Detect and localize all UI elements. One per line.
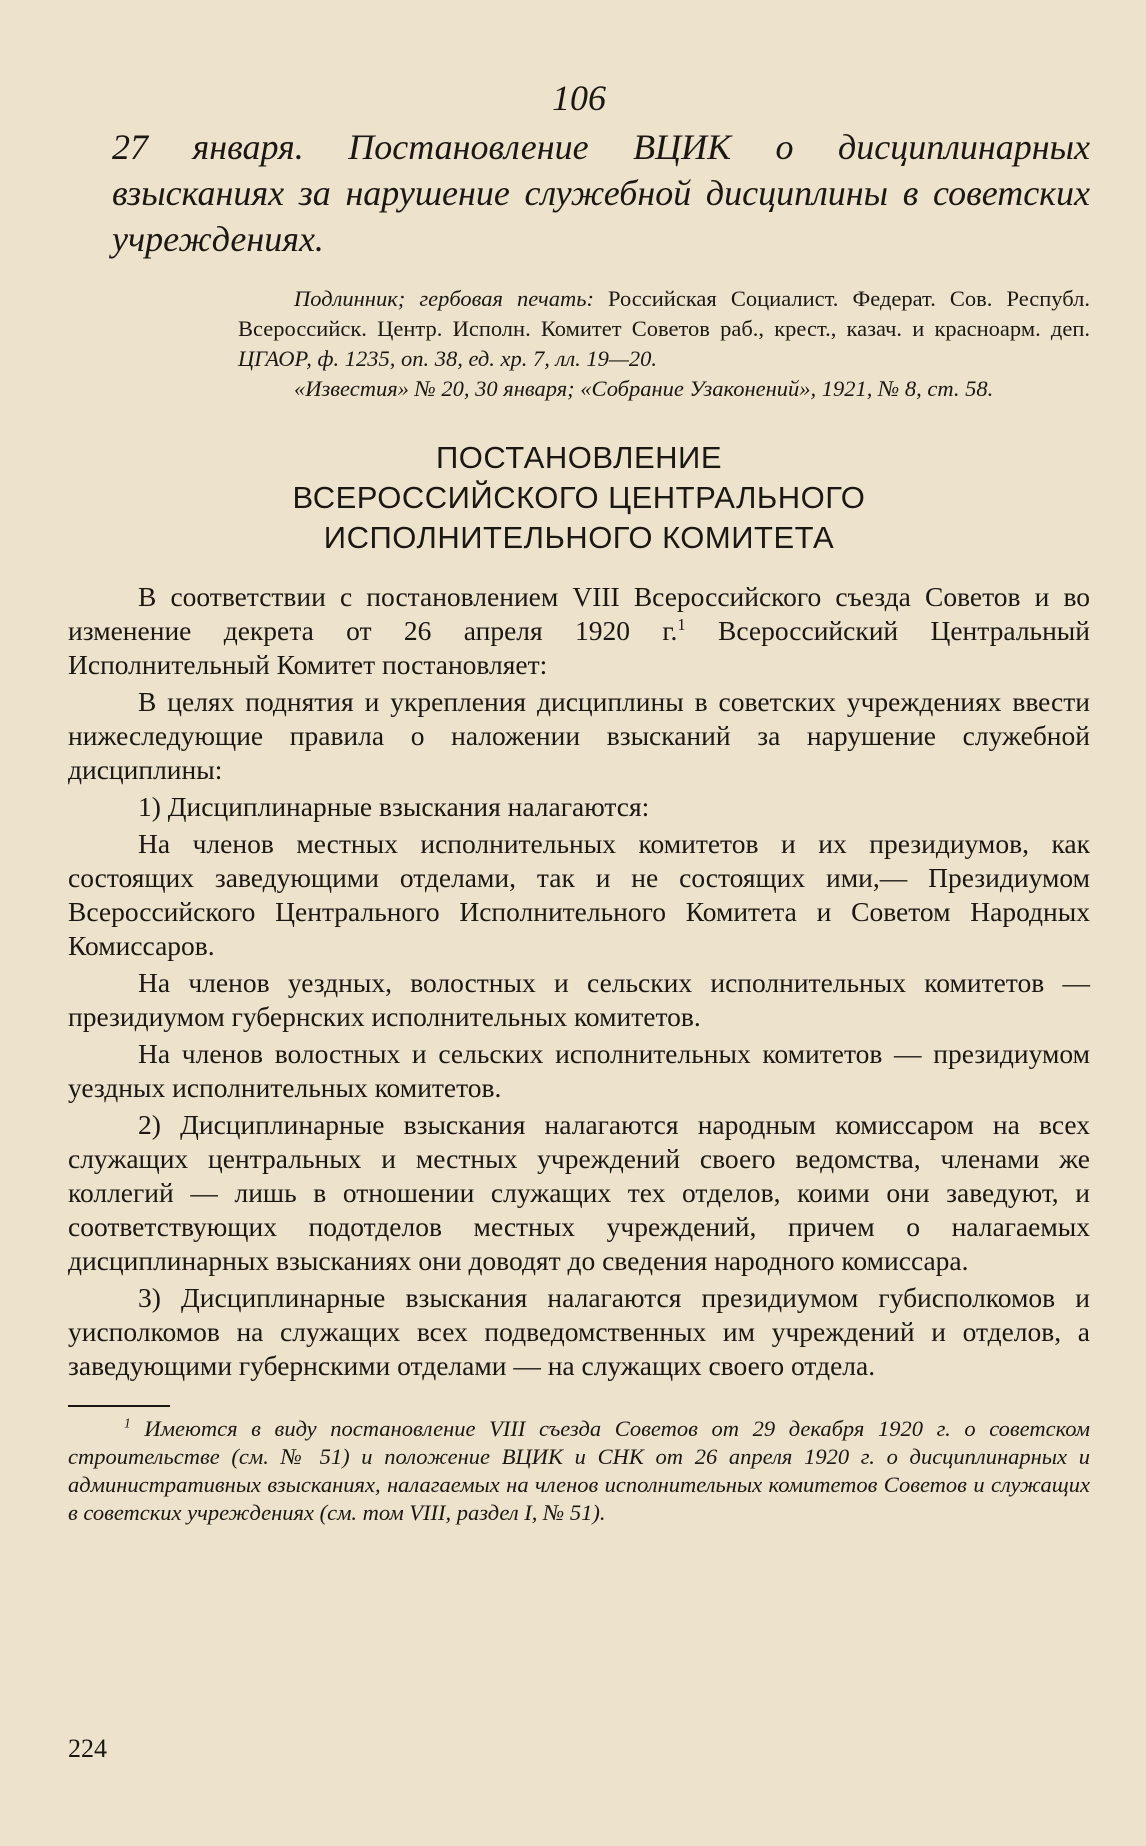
document-headline: 27 января. Постановление ВЦИК о дисциплинарных взысканиях за нарушение служебной дисциплины в советских учреждениях.	[112, 127, 1090, 259]
footnote-reference[interactable]: 1	[677, 614, 686, 634]
source-label: Подлинник; гербовая печать:	[294, 286, 594, 311]
footnote	[68, 1415, 1090, 1527]
title-line-2: ВСЕРОССИЙСКОГО ЦЕНТРАЛЬНОГО	[292, 480, 866, 515]
paragraph-item-3: 3) Дисциплинарные взыскания налагаются президиумом губисполкомов и уисполкомов на служащих всех подведомственных им учреждений и отделов, а заведующими губернскими отделами — на служащих своего отдела.	[68, 1282, 1090, 1381]
title-line-1: ПОСТАНОВЛЕНИЕ	[435, 440, 723, 475]
paragraph-uezd-committees: На членов уездных, волостных и сельских исполнительных комитетов — президиумом губернских исполнительных комитетов.	[68, 967, 1090, 1032]
paragraph-preamble	[68, 580, 1090, 682]
document-number: 106	[552, 78, 606, 118]
page-number: 224	[68, 1734, 107, 1763]
footnote-divider	[68, 1405, 170, 1407]
paragraph-local-committees: На членов местных исполнительных комитетов и их президиумов, как состоящих заведующими отделами, так и не состоящих ими,— Президиумом Всероссийского Центрального Исполнительного Комитета и Советом Народных Комиссаров.	[68, 828, 1090, 961]
paragraph-item-2: 2) Дисциплинарные взыскания налагаются народным комиссаром на всех служащих центральных и местных учреждений своего ведомства, членами же коллегий — лишь в отношении служащих тех отделов, коими они заведуют, и соответствующих подотделов местных учреждений, причем о налагаемых дисциплинарных взысканиях они доводят до сведения народного комиссара.	[68, 1109, 1090, 1276]
publication-reference: «Известия» № 20, 30 января; «Собрание Узаконений», 1921, № 8, ст. 58.	[294, 376, 994, 401]
footnote-marker: 1	[124, 1415, 131, 1431]
paragraph-purpose: В целях поднятия и укрепления дисциплины в советских учреждениях ввести нижеследующие правила о наложении взысканий за нарушение служебной дисциплины:	[68, 686, 1090, 785]
document-title	[68, 438, 1090, 558]
source-original	[238, 284, 1090, 374]
preamble-text-a: В соответствии с постановлением VIII Всероссийского съезда Советов и во изменение декрета от 26 апреля 1920 г.	[68, 581, 1090, 646]
archive-reference: ЦГАОР, ф. 1235, оп. 38, ед. хр. 7, лл. 19—20.	[238, 346, 658, 371]
document-body	[68, 580, 1090, 1383]
source-note	[238, 284, 1090, 404]
footnote-text: Имеются в виду постановление VIII съезда Советов от 29 декабря 1920 г. о советском строительстве (см. № 51) и положение ВЦИК и СНК от 26 апреля 1920 г. о дисциплинарных и административных взысканиях, налагаемых на членов исполнительных комитетов Советов и служащих в советских учреждениях (см. том VIII, раздел I, № 51).	[68, 1416, 1090, 1525]
paragraph-volost-committees: На членов волостных и сельских исполнительных комитетов — президиумом уездных исполнительных комитетов.	[68, 1038, 1090, 1103]
title-line-3: ИСПОЛНИТЕЛЬНОГО КОМИТЕТА	[323, 520, 835, 555]
preamble-text-b: Всероссийский Центральный Исполнительный Комитет постановляет:	[68, 615, 1090, 680]
paragraph-item-1: 1) Дисциплинарные взыскания налагаются:	[138, 791, 650, 822]
seal-text: Российская Социалист. Федерат. Сов. Республ. Всероссийск. Центр. Исполн. Комитет Советов раб., крест., казач. и красноарм. деп.	[238, 286, 1090, 341]
